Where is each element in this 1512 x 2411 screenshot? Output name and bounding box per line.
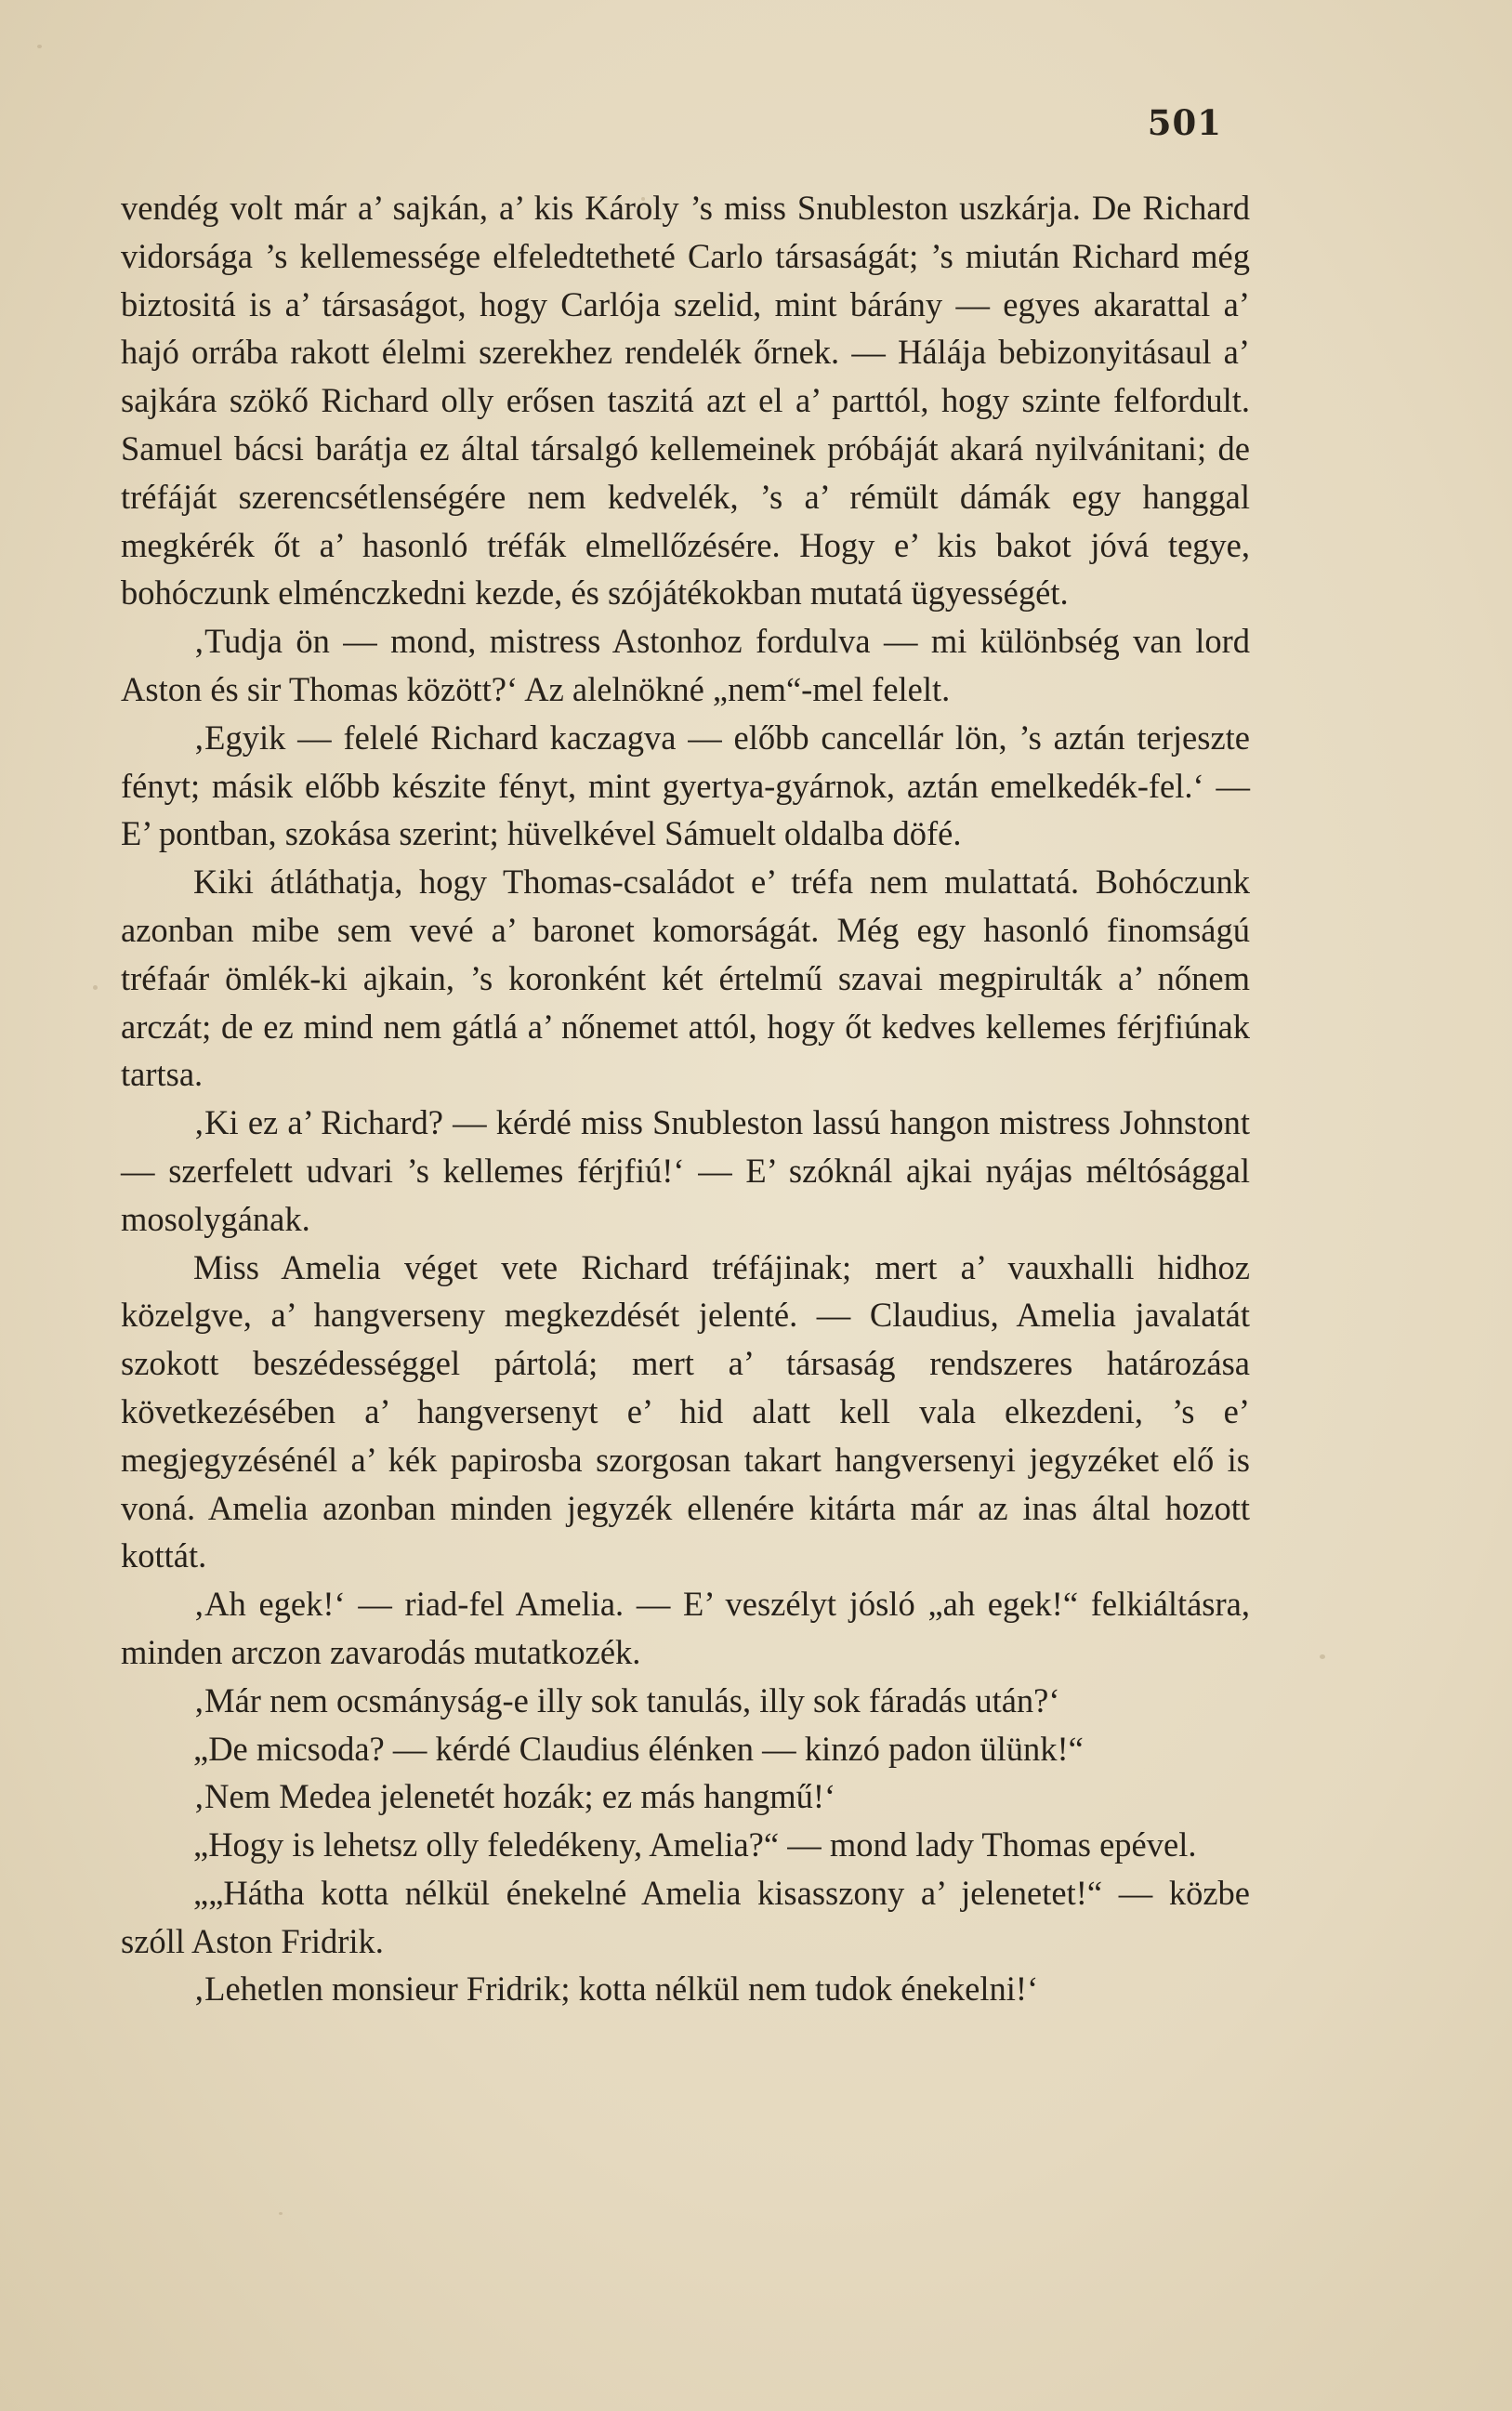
paragraph: „„Hátha kotta nélkül énekelné Amelia kisasszony a’ jelenetet!“ — közbe szóll Aston Fridrik. [121, 1873, 1250, 1960]
page-number: 501 [1147, 102, 1222, 143]
paragraph: ‚Egyik — felelé Richard kaczagva — előbb cancellár lön, ’s aztán terjeszte fényt; másik előbb készite fényt, mint gyertya-gyárnok, aztán emelkedék-fel.‘ — E’ pontban, szokása szerint; hüvelkével Sámuelt oldalba döfé. [121, 718, 1250, 853]
paragraph: ‚Tudja ön — mond, mistress Astonhoz fordulva — mi különbség van lord Aston és sir Thomas között?‘ Az alelnökné „nem“-mel felelt. [121, 622, 1250, 708]
paragraph: ‚Nem Medea jelenetét hozák; ez más hangmű!‘ [193, 1777, 836, 1816]
paragraph: Kiki átláthatja, hogy Thomas-családot e’ tréfa nem mulattatá. Bohóczunk azonban mibe sem vevé a’ baronet komorságát. Még egy hasonló finomságú tréfaár ömlék-ki ajkain, ’s koronként két értelmű szavai megpirulták a’ nőnem arczát; de ez mind nem gátlá a’ nőnemet attól, hogy őt kedves kellemes férjfiúnak tartsa. [121, 863, 1250, 1094]
paragraph: ‚Ah egek!‘ — riad-fel Amelia. — E’ veszélyt jósló „ah egek!“ felkiáltásra, minden arczon zavarodás mutatkozék. [121, 1585, 1250, 1671]
paper-speck [37, 45, 42, 48]
paper-speck [93, 985, 98, 990]
paragraph: vendég volt már a’ sajkán, a’ kis Károly ’s miss Snubleston uszkárja. De Richard vidorsága ’s kellemessége elfeledtetheté Carlo társaságát; ’s miután Richard még biztositá is a’ társaságot, hogy Carlója szelid, mint bárány — egyes akarattal a’ hajó orrába rakott élelmi szerekhez rendelék őrnek. — Hálája bebizonyitásaul a’ sajkára szökő Richard olly erősen taszitá azt el a’ parttól, hogy szinte felfordult. Samuel bácsi barátja ez által társalgó kellemeinek próbáját akará nyilvánitani; de tréfáját szerencsétlenségére nem kedvelék, ’s a’ rémült dámák egy hanggal megkérék őt a’ hasonló tréfák elmellőzésére. Hogy e’ kis bakot jóvá tegye, bohóczunk elménczkedni kezde, és szójátékokban mutatá ügyességét. [121, 189, 1250, 613]
paper-speck [279, 2212, 283, 2215]
paragraph: ‚Ki ez a’ Richard? — kérdé miss Snubleston lassú hangon mistress Johnstont — szerfelett udvari ’s kellemes férjfiú!‘ — E’ szóknál ajkai nyájas méltósággal mosolygának. [121, 1103, 1250, 1238]
body-text [121, 184, 1250, 2013]
paragraph: ‚Már nem ocsmányság-e illy sok tanulás, illy sok fáradás után?‘ [193, 1680, 1060, 1719]
paragraph: Miss Amelia véget vete Richard tréfájinak; mert a’ vauxhalli hidhoz közelgve, a’ hangverseny megkezdését jelenté. — Claudius, Amelia javalatát szokott beszédességgel pártolá; mert a’ társaság rendszeres határozása következésében a’ hangversenyt e’ hid alatt kell vala elkezdeni, ’s e’ megjegyzésénél a’ kék papirosba szorgosan takart hangversenyi jegyzéket elő is voná. Amelia azonban minden jegyzék ellenére kitárta már az inas által hozott kottát. [121, 1247, 1250, 1575]
paragraph: „Hogy is lehetsz olly feledékeny, Amelia?“ — mond lady Thomas epével. [193, 1825, 1197, 1864]
paragraph: „De micsoda? — kérdé Claudius élénken — kinzó padon ülünk!“ [193, 1729, 1084, 1768]
paragraph: ‚Lehetlen monsieur Fridrik; kotta nélkül nem tudok énekelni!‘ [193, 1970, 1039, 2009]
paper-speck [1320, 1654, 1325, 1659]
